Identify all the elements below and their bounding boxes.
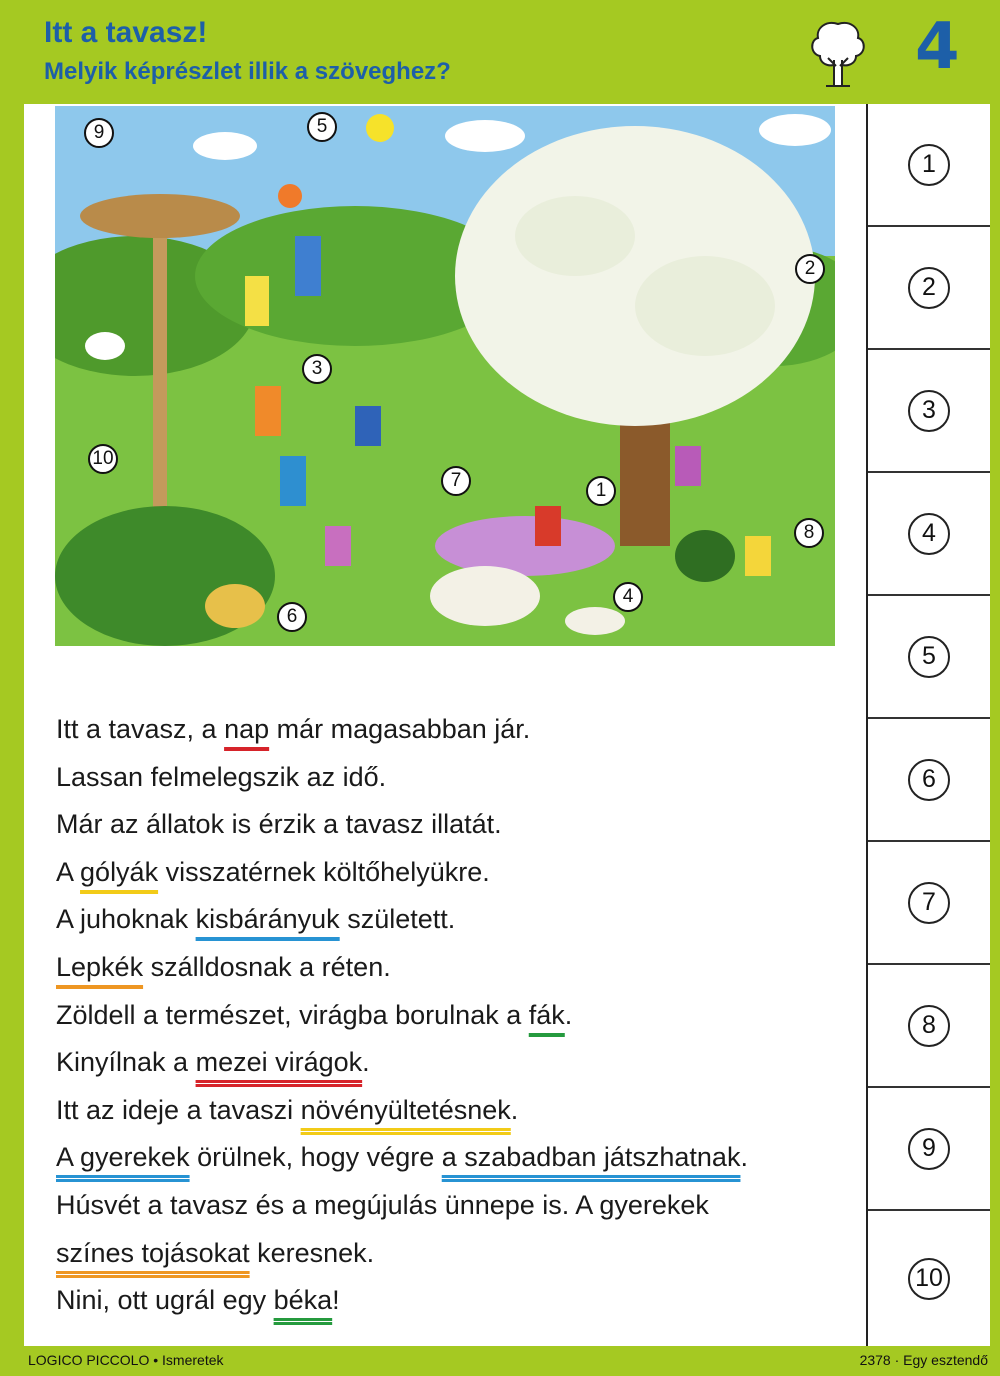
answer-slot-9[interactable] <box>868 1088 990 1211</box>
scene-marker: 10 <box>88 444 118 474</box>
answer-slot-6[interactable] <box>868 719 990 842</box>
answer-number: 5 <box>908 636 950 678</box>
reading-text <box>56 706 856 1325</box>
keyword-eggs: színes tojásokat <box>56 1237 250 1268</box>
scene-marker: 9 <box>84 118 114 148</box>
scene-marker: 4 <box>613 582 643 612</box>
page-title: Itt a tavasz! <box>44 16 208 49</box>
answer-number: 3 <box>908 390 950 432</box>
answer-number: 10 <box>908 1258 950 1300</box>
answer-slot-10[interactable] <box>868 1211 990 1346</box>
text-line: A gólyák visszatérnek költőhelyükre. <box>56 856 490 887</box>
text-line: Már az állatok is érzik a tavasz illatát. <box>56 809 502 840</box>
answer-slot-2[interactable] <box>868 227 990 350</box>
scene-marker: 3 <box>302 354 332 384</box>
keyword-wildflowers: mezei virágok <box>195 1047 363 1078</box>
keyword-frog: béka <box>273 1285 333 1316</box>
text-line: Nini, ott ugrál egy béka! <box>56 1285 340 1316</box>
text-line: Kinyílnak a mezei virágok. <box>56 1047 370 1078</box>
answer-slot-7[interactable] <box>868 842 990 965</box>
keyword-planting: növényültetésnek <box>300 1094 511 1125</box>
tree-icon <box>806 16 870 90</box>
text-line: A gyerekek örülnek, hogy végre a szabadban játszhatnak. <box>56 1142 748 1173</box>
answer-number: 1 <box>908 144 950 186</box>
text-line: Húsvét a tavasz és a megújulás ünnepe is. A gyerekek <box>56 1189 709 1220</box>
scene-marker: 1 <box>586 476 616 506</box>
answer-number: 7 <box>908 882 950 924</box>
scene-marker: 2 <box>795 254 825 284</box>
text-line: Itt a tavasz, a nap már magasabban jár. <box>56 714 531 744</box>
footer-product-code: 2378 · Egy esztendő <box>859 1352 988 1368</box>
text-line: Zöldell a természet, virágba borulnak a fák. <box>56 999 573 1030</box>
answer-column <box>866 104 990 1346</box>
keyword-trees: fák <box>528 999 565 1030</box>
answer-number: 4 <box>908 513 950 555</box>
keyword-storks: gólyák <box>80 856 159 887</box>
answer-slot-1[interactable] <box>868 104 990 227</box>
scene-marker: 8 <box>794 518 824 548</box>
keyword-lambs: kisbárányuk <box>195 904 340 935</box>
scene-marker: 5 <box>307 112 337 142</box>
page-subtitle: Melyik képrészlet illik a szöveghez? <box>44 58 451 85</box>
keyword-sun: nap <box>224 714 270 744</box>
text-line: Lassan felmelegszik az idő. <box>56 761 387 792</box>
keyword-butterflies: Lepkék <box>56 951 144 982</box>
footer-series: LOGICO PICCOLO • Ismeretek <box>28 1352 224 1368</box>
text-line: Lepkék szálldosnak a réten. <box>56 951 391 982</box>
answer-slot-4[interactable] <box>868 473 990 596</box>
answer-number: 6 <box>908 759 950 801</box>
text-line: Itt az ideje a tavaszi növényültetésnek. <box>56 1094 519 1125</box>
scene-marker: 7 <box>441 466 471 496</box>
answer-number: 2 <box>908 267 950 309</box>
answer-number: 9 <box>908 1128 950 1170</box>
keyword-play-outside: a szabadban játszhatnak <box>441 1142 741 1173</box>
text-line: színes tojásokat keresnek. <box>56 1237 375 1268</box>
answer-number: 8 <box>908 1005 950 1047</box>
answer-slot-8[interactable] <box>868 965 990 1088</box>
keyword-children: A gyerekek <box>56 1142 190 1173</box>
scene-marker: 6 <box>277 602 307 632</box>
spring-scene-illustration <box>55 106 835 646</box>
answer-slot-5[interactable] <box>868 596 990 719</box>
answer-slot-3[interactable] <box>868 350 990 473</box>
text-line: A juhoknak kisbárányuk született. <box>56 904 456 935</box>
page-number: 4 <box>915 10 960 84</box>
